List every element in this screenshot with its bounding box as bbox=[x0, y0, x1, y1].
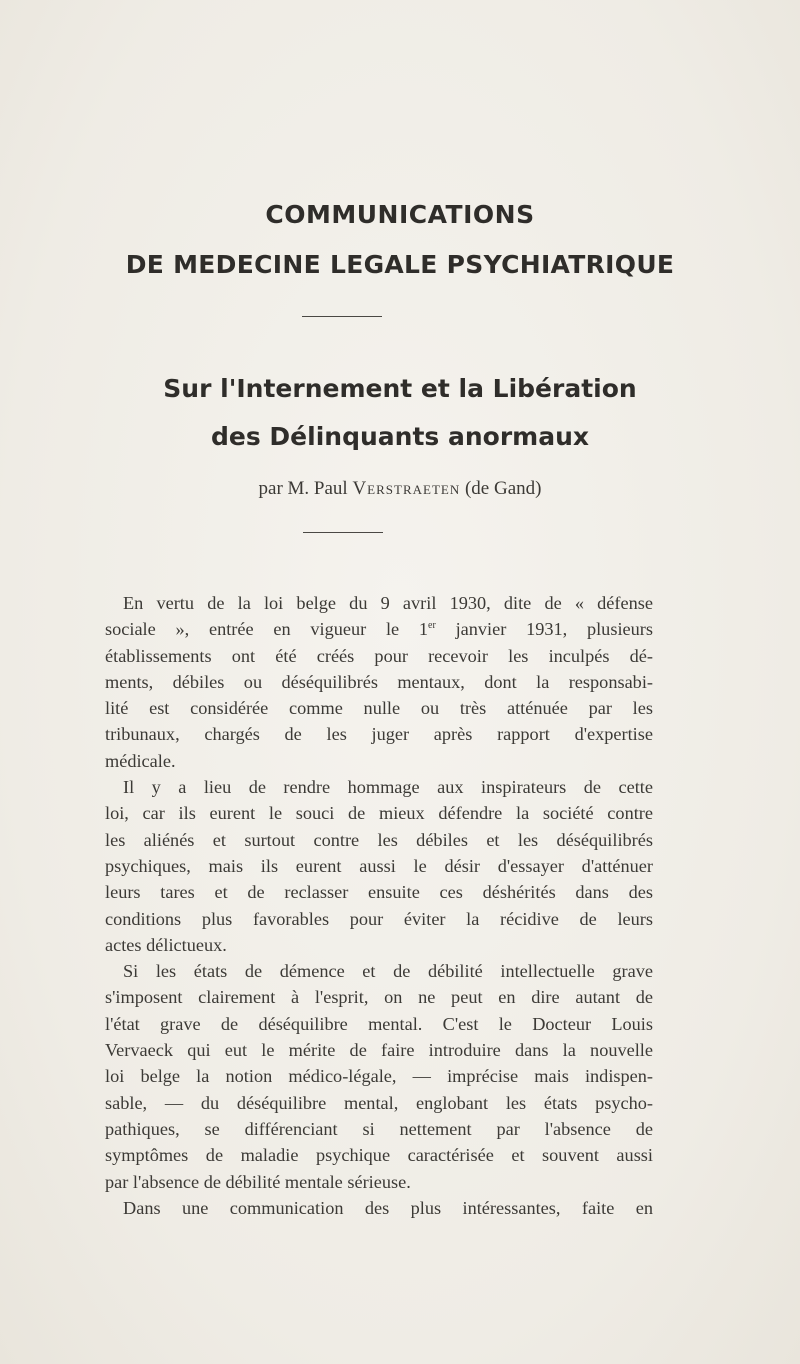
paragraph-4 bbox=[105, 1195, 653, 1221]
article-body bbox=[105, 590, 653, 1221]
article-title-line1: Sur l'Internement et la Libération bbox=[163, 374, 637, 403]
text-line: Dans une communication des plus intéressantes, faite en bbox=[123, 1197, 653, 1218]
text-line: leurs tares et de reclasser ensuite ces déshérités dans des bbox=[105, 882, 653, 903]
paragraph-2 bbox=[105, 774, 653, 958]
byline-suffix: (de Gand) bbox=[464, 478, 542, 499]
divider-rule-top bbox=[302, 316, 382, 317]
article-byline bbox=[0, 478, 800, 500]
text-fragment: janvier 1931, plusieurs bbox=[435, 619, 653, 640]
section-heading-line2: DE MEDECINE LEGALE PSYCHIATRIQUE bbox=[125, 250, 675, 279]
text-line: les aliénés et surtout contre les débiles et les déséquilibrés bbox=[105, 829, 653, 850]
superscript: er bbox=[428, 620, 436, 632]
text-line: pathiques, se différenciant si nettement par l'absence de bbox=[105, 1118, 653, 1139]
text-line: sable, — du déséquilibre mental, englobant les états psycho- bbox=[105, 1092, 653, 1113]
text-line: actes délictueux. bbox=[105, 934, 227, 955]
text-line: tribunaux, chargés de les juger après rapport d'expertise bbox=[105, 724, 653, 745]
text-line: loi belge la notion médico-légale, — imprécise mais indispen- bbox=[105, 1066, 653, 1087]
text-line bbox=[105, 616, 653, 642]
text-line: Si les états de démence et de débilité intellectuelle grave bbox=[123, 961, 653, 982]
byline-author: Verstraeten bbox=[352, 478, 461, 499]
text-line: Il y a lieu de rendre hommage aux inspirateurs de cette bbox=[123, 777, 653, 798]
paragraph-1 bbox=[105, 590, 653, 774]
text-line: médicale. bbox=[105, 750, 176, 771]
article-title-line2: des Délinquants anormaux bbox=[211, 422, 589, 451]
text-line: établissements ont été créés pour recevoir les inculpés dé- bbox=[105, 645, 653, 666]
section-heading-line1: COMMUNICATIONS bbox=[265, 200, 535, 229]
text-line: symptômes de maladie psychique caractérisée et souvent aussi bbox=[105, 1145, 653, 1166]
text-line: par l'absence de débilité mentale sérieuse. bbox=[105, 1171, 411, 1192]
paragraph-3 bbox=[105, 958, 653, 1195]
text-line: psychiques, mais ils eurent aussi le désir d'essayer d'atténuer bbox=[105, 855, 653, 876]
text-line: lité est considérée comme nulle ou très atténuée par les bbox=[105, 698, 653, 719]
text-line: loi, car ils eurent le souci de mieux défendre la société contre bbox=[105, 803, 653, 824]
text-fragment: sociale », entrée en vigueur le 1 bbox=[105, 619, 429, 640]
text-line: Vervaeck qui eut le mérite de faire introduire dans la nouvelle bbox=[105, 1040, 653, 1061]
text-line: ments, débiles ou déséquilibrés mentaux, dont la responsabi- bbox=[105, 671, 653, 692]
byline-prefix: par M. Paul bbox=[258, 478, 348, 499]
text-line: s'imposent clairement à l'esprit, on ne peut en dire autant de bbox=[105, 987, 653, 1008]
text-line: En vertu de la loi belge du 9 avril 1930, dite de « défense bbox=[123, 593, 653, 613]
text-line: conditions plus favorables pour éviter la récidive de leurs bbox=[105, 908, 653, 929]
text-line: l'état grave de déséquilibre mental. C'est le Docteur Louis bbox=[105, 1013, 653, 1034]
divider-rule-bottom bbox=[303, 532, 383, 533]
